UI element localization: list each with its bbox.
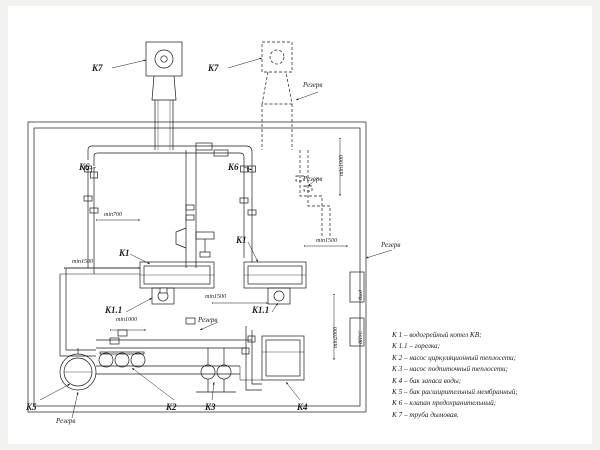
dim-min1000-right: min1000	[339, 155, 345, 176]
tag-k7-right: K7	[208, 63, 219, 73]
legend-item-k7: К 7 – труба дымовая.	[392, 410, 459, 419]
dim-min700: min700	[104, 212, 122, 218]
tag-k6-left: K6	[79, 162, 90, 172]
tag-k6-right: K6	[228, 162, 239, 172]
legend-item-k1: К 1 – водогрейный котел КВ;	[392, 331, 482, 339]
legend-item-k5: К 5 – бак расширительный мембранный;	[392, 388, 518, 397]
legend-item-k4: К 4 – бак запаса воды;	[392, 376, 462, 385]
label-reserve-bottom: Резерв	[56, 417, 76, 425]
tag-k7-left: K7	[92, 63, 103, 73]
tag-k3: K3	[205, 402, 216, 412]
tag-k11-left: K1.1	[105, 305, 123, 315]
legend-item-k3: К 3 – насос подпиточный теплосети;	[392, 365, 509, 374]
side-panel-label-2: ВПУС	[359, 330, 364, 344]
legend-item-k2: К 2 – насос циркуляционный теплосети;	[392, 353, 517, 362]
tag-k1-left: K1	[119, 248, 130, 258]
dim-min1500-right: min1500	[316, 238, 337, 244]
tag-k2: K2	[166, 402, 177, 412]
legend	[392, 330, 592, 421]
dim-min2000: min2000	[333, 327, 339, 348]
label-reserve-center: Резерв	[198, 316, 218, 324]
side-panel-label-1: Вход	[359, 289, 364, 300]
label-reserve-top: Резерв	[303, 81, 323, 89]
dim-min1500-center: min1500	[205, 294, 226, 300]
dim-min1500-left: min1500	[72, 259, 93, 265]
dim-min1000-bottom: min1000	[116, 317, 137, 323]
tag-k11-right: K1.1	[252, 305, 270, 315]
legend-item-k6: К 6 – клапан предохранительный;	[392, 399, 497, 408]
label-reserve-mid: Резерв	[303, 175, 323, 183]
tag-k5: K5	[26, 402, 37, 412]
tag-k1-right: K1	[236, 235, 247, 245]
label-reserve-right: Резерв	[381, 241, 401, 249]
legend-item-k11: К 1.1 – горелка;	[392, 342, 441, 351]
tag-k4: K4	[297, 402, 308, 412]
